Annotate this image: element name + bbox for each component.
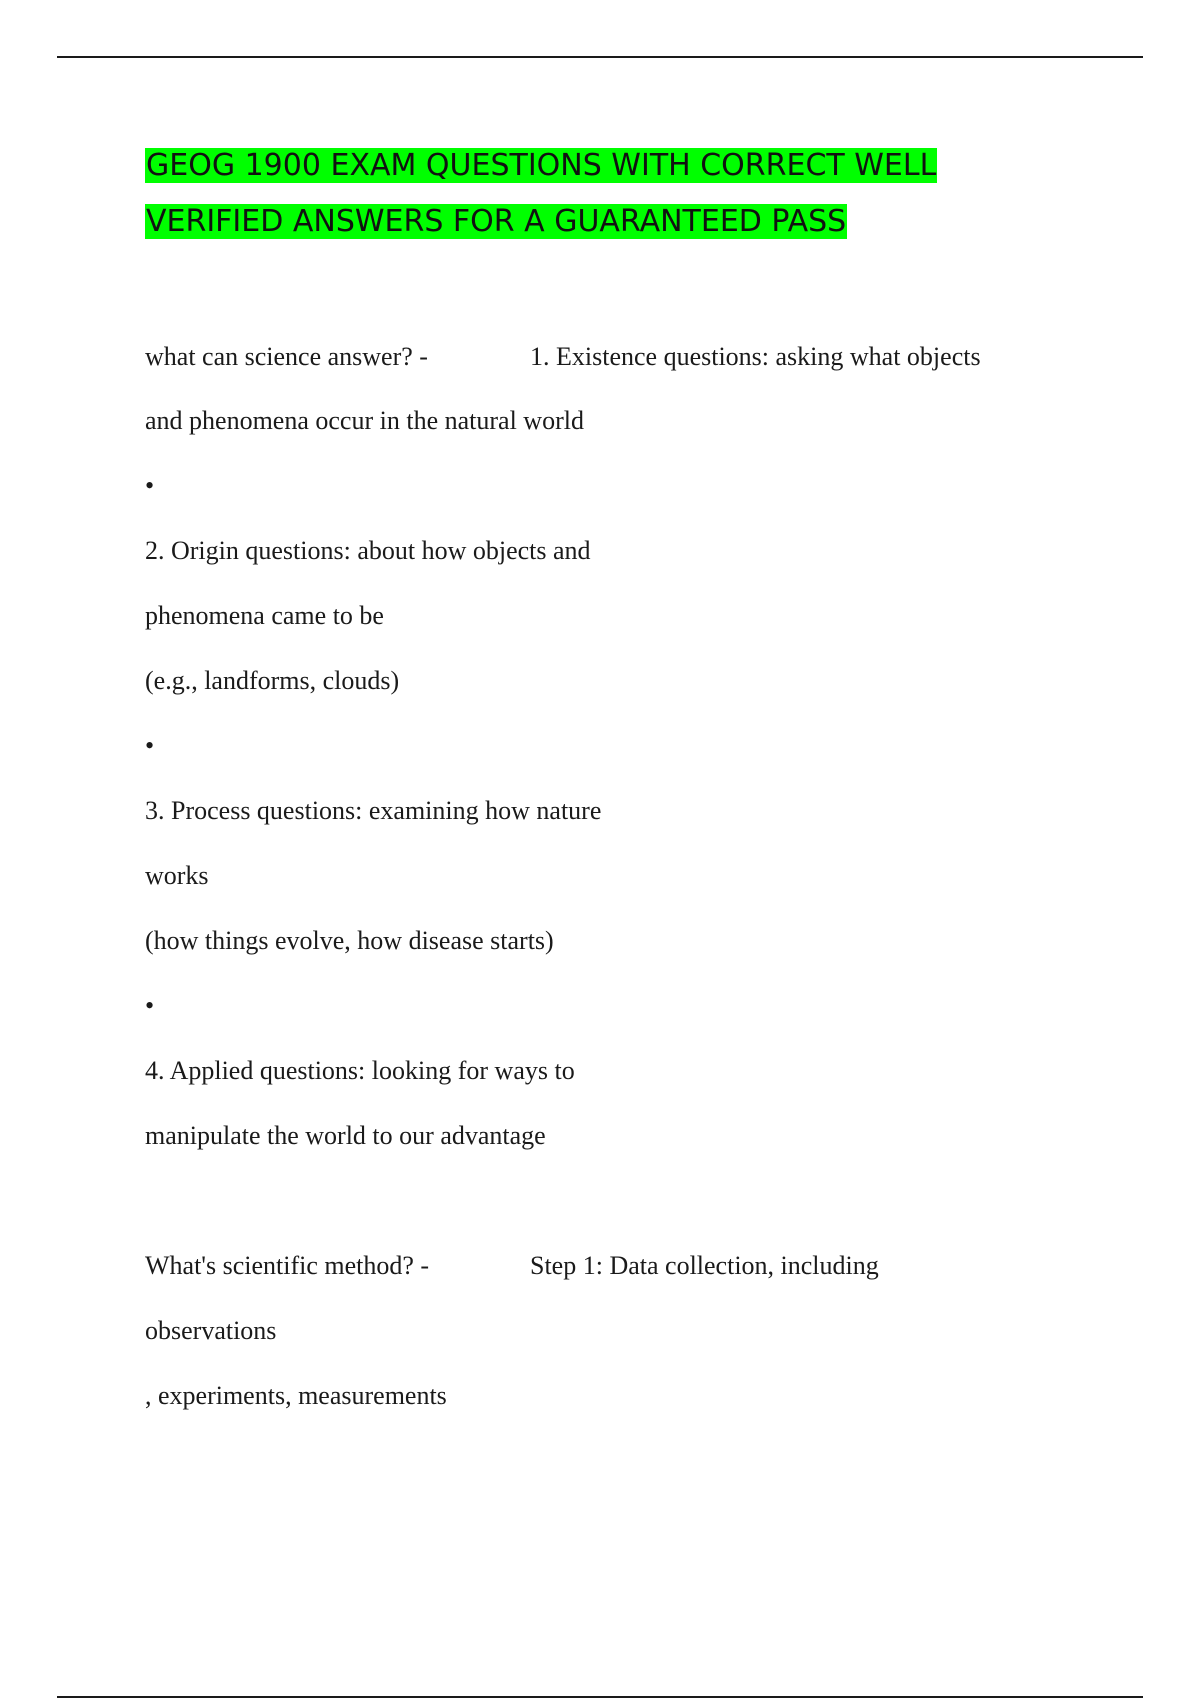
answer-line: phenomena came to be [145, 601, 384, 630]
answer-line: 2. Origin questions: about how objects and [145, 536, 591, 565]
answer-first-line: Step 1: Data collection, including [530, 1251, 879, 1280]
document-title [145, 138, 937, 250]
answer-first-line: 1. Existence questions: asking what objects [530, 342, 981, 371]
bullet-marker: • [145, 991, 155, 1020]
answer-line: works [145, 861, 209, 890]
title-line-2: VERIFIED ANSWERS FOR A GUARANTEED PASS [146, 204, 847, 239]
answer-line: 3. Process questions: examining how nature [145, 796, 602, 825]
answer-line: manipulate the world to our advantage [145, 1121, 546, 1150]
answer-line: observations [145, 1316, 277, 1345]
bullet-marker: • [145, 731, 155, 760]
answer-line: (how things evolve, how disease starts) [145, 926, 554, 955]
title-line-1: GEOG 1900 EXAM QUESTIONS WITH CORRECT WELL [146, 148, 937, 183]
bottom-rule [57, 1696, 1143, 1698]
answer-line: 4. Applied questions: looking for ways to [145, 1056, 575, 1085]
question-text: what can science answer? - [145, 342, 428, 371]
question-text: What's scientific method? - [145, 1251, 430, 1280]
top-rule [57, 56, 1143, 58]
answer-line: and phenomena occur in the natural world [145, 406, 584, 435]
answer-line: (e.g., landforms, clouds) [145, 666, 400, 695]
bullet-marker: • [145, 471, 155, 500]
answer-line: , experiments, measurements [145, 1381, 447, 1410]
